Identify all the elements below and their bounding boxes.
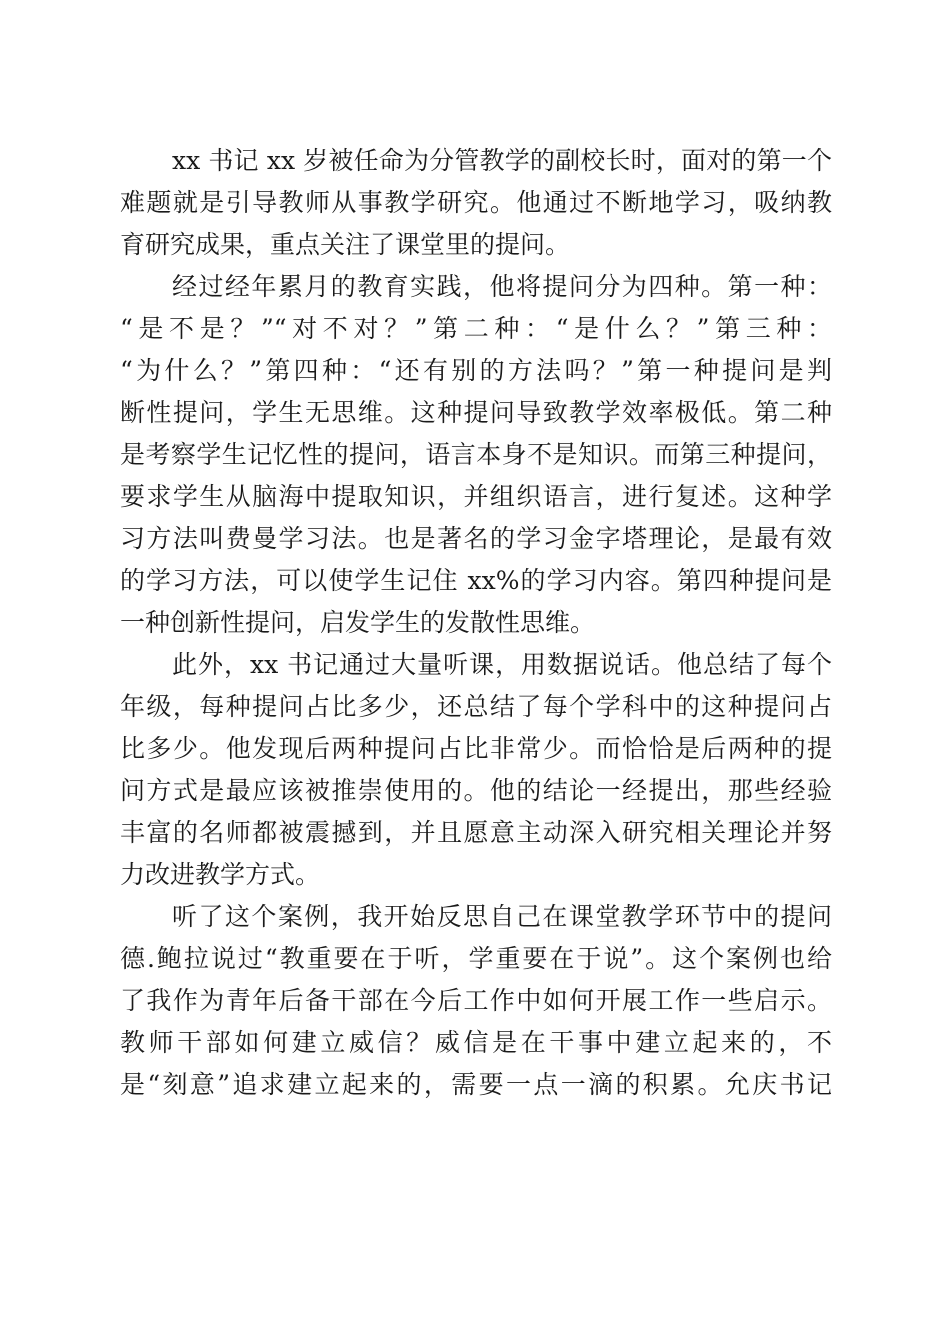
- paragraph-4-line-1: 听了这个案例，我开始反思自己在课堂教学环节中的提问: [172, 902, 832, 931]
- paragraph-2-line-9: 一种创新性提问，启发学生的发散性思维。: [120, 608, 596, 637]
- paragraph-1-line-3: 育研究成果，重点关注了课堂里的提问。: [120, 230, 571, 259]
- paragraph-4-line-2: 德.鲍拉说过“教重要在于听，学重要在于说”。这个案例也给: [120, 944, 832, 973]
- paragraph-4-line-5: 是“刻意”追求建立起来的，需要一点一滴的积累。允庆书记: [120, 1070, 832, 1099]
- paragraph-2-line-2: “是不是？”“对不对？”第二种：“是什么？”第三种：: [120, 314, 832, 343]
- paragraph-2-line-1: 经过经年累月的教育实践，他将提问分为四种。第一种：: [172, 272, 832, 301]
- paragraph-2-line-4: 断性提问，学生无思维。这种提问导致教学效率极低。第二种: [120, 398, 832, 427]
- paragraph-4-line-4: 教师干部如何建立威信？威信是在干事中建立起来的，不: [120, 1028, 832, 1057]
- paragraph-3-line-3: 比多少。他发现后两种提问占比非常少。而恰恰是后两种的提: [120, 734, 832, 763]
- paragraph-3-line-6: 力改进教学方式。: [120, 860, 321, 889]
- paragraph-4-line-3: 了我作为青年后备干部在今后工作中如何开展工作一些启示。: [120, 986, 832, 1015]
- paragraph-2-line-5: 是考察学生记忆性的提问，语言本身不是知识。而第三种提问，: [120, 440, 832, 469]
- paragraph-3-line-1: 此外，xx 书记通过大量听课，用数据说话。他总结了每个: [172, 650, 832, 679]
- paragraph-3-line-2: 年级，每种提问占比多少，还总结了每个学科中的这种提问占: [120, 692, 832, 721]
- paragraph-2-line-6: 要求学生从脑海中提取知识，并组织语言，进行复述。这种学: [120, 482, 832, 511]
- paragraph-2-line-3: “为什么？”第四种：“还有别的方法吗？”第一种提问是判: [120, 356, 832, 385]
- paragraph-1-line-2: 难题就是引导教师从事教学研究。他通过不断地学习，吸纳教: [120, 188, 832, 217]
- document-body: [120, 140, 832, 1106]
- paragraph-3-line-5: 丰富的名师都被震撼到，并且愿意主动深入研究相关理论并努: [120, 818, 832, 847]
- paragraph-1-line-1: xx 书记 xx 岁被任命为分管教学的副校长时，面对的第一个: [172, 146, 832, 175]
- paragraph-3-line-4: 问方式是最应该被推崇使用的。他的结论一经提出，那些经验: [120, 776, 832, 805]
- paragraph-2-line-7: 习方法叫费曼学习法。也是著名的学习金字塔理论，是最有效: [120, 524, 832, 553]
- paragraph-2-line-8: 的学习方法，可以使学生记住 xx%的学习内容。第四种提问是: [120, 566, 832, 595]
